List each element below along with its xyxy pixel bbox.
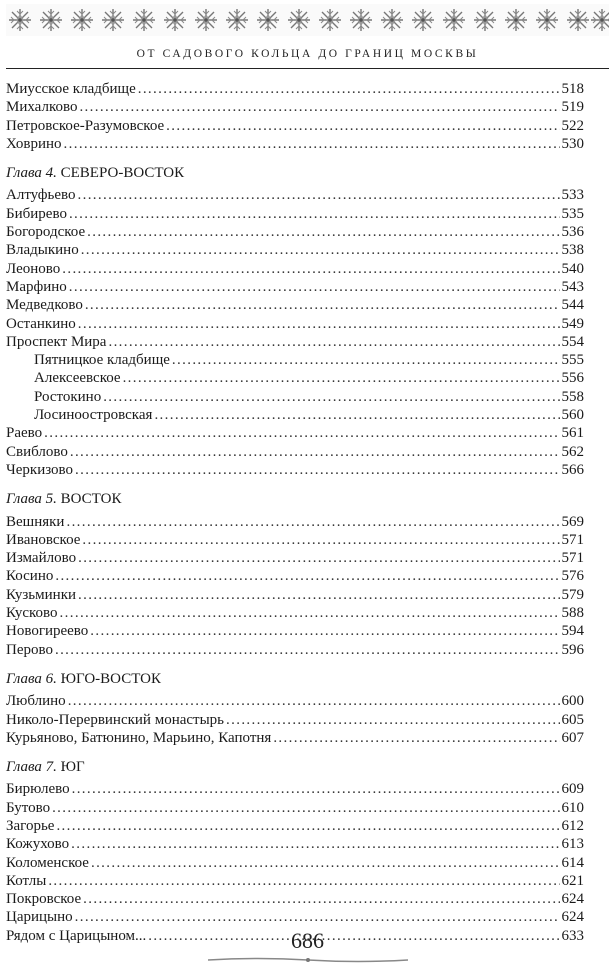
toc-entry (6, 296, 584, 314)
toc-entry-title: Черкизово (6, 461, 74, 478)
dot-leader (82, 531, 559, 549)
toc-entry (6, 278, 584, 296)
toc-entry-page: 624 (561, 909, 584, 926)
toc-entry (6, 531, 584, 549)
toc-entry (6, 799, 584, 817)
toc-entry-page: 556 (561, 370, 584, 387)
toc-entry-title: Алексеевское (34, 370, 121, 387)
toc-entry-page: 566 (561, 461, 584, 478)
dot-leader (70, 443, 560, 461)
toc-entry-page: 624 (561, 891, 584, 908)
toc-entry-page: 571 (561, 531, 584, 548)
dot-leader (44, 424, 559, 442)
toc-entry-page: 522 (561, 117, 584, 134)
toc-entry (6, 461, 584, 479)
toc-entry-title: Леоново (6, 260, 61, 277)
dot-leader (75, 908, 560, 926)
toc-entry-title: Миусское кладбище (6, 81, 136, 97)
chapter-heading (6, 670, 584, 688)
toc-entry-page: 533 (561, 187, 584, 204)
toc-entry-page: 549 (561, 315, 584, 332)
dot-leader (226, 711, 559, 729)
dot-leader (55, 567, 559, 585)
dot-leader (90, 622, 559, 640)
toc-entry-title: Кузьминки (6, 586, 77, 603)
toc-entry-page: 609 (561, 781, 584, 798)
toc-entry-title: Бирюлево (6, 781, 70, 798)
dot-leader (55, 641, 560, 659)
toc-entry (6, 854, 584, 872)
toc-entry (6, 351, 584, 369)
toc-entry-title: Кусково (6, 605, 58, 622)
toc-entry (6, 549, 584, 567)
chapter-name: ЮГ (60, 759, 85, 776)
chapter-label: Глава 4. (6, 165, 57, 182)
toc-entry (6, 388, 584, 406)
dot-leader (78, 186, 560, 204)
toc-entry (6, 890, 584, 908)
chapter-heading (6, 164, 584, 182)
chapter-label: Глава 5. (6, 491, 57, 508)
decorative-ornament-band (6, 4, 609, 36)
toc-entry (6, 692, 584, 710)
toc-entry (6, 711, 584, 729)
dot-leader (72, 780, 560, 798)
dot-leader (108, 333, 559, 351)
toc-entry (6, 223, 584, 241)
dot-leader (138, 80, 560, 98)
toc-entry-title: Люблино (6, 693, 66, 710)
dot-leader (78, 586, 559, 604)
dot-leader (78, 315, 560, 333)
page-number: 686 (291, 928, 324, 953)
toc-entry (6, 817, 584, 835)
toc-entry (6, 98, 584, 116)
toc-entry-title: Рядом с Царицыном... (6, 927, 147, 944)
toc-entry-page: 555 (561, 352, 584, 369)
toc-entry-page: 530 (561, 135, 584, 152)
chapter-name: СЕВЕРО-ВОСТОК (60, 165, 185, 182)
toc-entry (6, 315, 584, 333)
toc-entry-page: 536 (561, 224, 584, 241)
chapter-heading (6, 758, 584, 776)
footer-ornament (208, 957, 408, 963)
toc-entry-title: Вешняки (6, 513, 65, 530)
dot-leader (79, 98, 559, 116)
toc-entry (6, 567, 584, 585)
toc-entry-page: 544 (561, 297, 584, 314)
toc-entry-page: 621 (561, 872, 584, 889)
toc-entry (6, 872, 584, 890)
toc-entry-title: Перово (6, 641, 53, 658)
toc-entry (6, 186, 584, 204)
toc-entry-title: Новогиреево (6, 623, 89, 640)
toc-entry-title: Ростокино (34, 388, 102, 405)
toc-entry (6, 622, 584, 640)
dot-leader (273, 729, 559, 747)
chapter-heading (6, 490, 584, 508)
toc-entry-title: Пятницкое кладбище (34, 352, 170, 369)
toc-entry-title: Петровское-Разумовское (6, 117, 165, 134)
toc-entry-page: 519 (561, 99, 584, 116)
toc-entry-title: Алтуфьево (6, 187, 76, 204)
toc-entry-page: 614 (561, 854, 584, 871)
dot-leader (103, 388, 559, 406)
toc-entry (6, 729, 584, 747)
toc-entry-page: 612 (561, 817, 584, 834)
dot-leader (81, 241, 560, 259)
toc-entry (6, 135, 584, 153)
toc-entry-page: 562 (561, 443, 584, 460)
toc-entry-title: Богородское (6, 224, 86, 241)
dot-leader (91, 854, 560, 872)
table-of-contents (6, 80, 584, 945)
dot-leader (56, 817, 559, 835)
toc-entry-page: 543 (561, 278, 584, 295)
toc-entry-page: 633 (561, 927, 584, 944)
toc-entry-page: 610 (561, 799, 584, 816)
toc-entry (6, 260, 584, 278)
toc-entry-title: Михалково (6, 99, 78, 116)
chapter-list (6, 164, 584, 945)
toc-entry-page: 600 (561, 693, 584, 710)
dot-leader (71, 835, 559, 853)
toc-entry-page: 613 (561, 836, 584, 853)
toc-entry-title: Останкино (6, 315, 76, 332)
toc-entry-title: Владыкино (6, 242, 79, 259)
toc-entry-page: 576 (561, 568, 584, 585)
toc-entry-title: Измайлово (6, 550, 77, 567)
dot-leader (78, 549, 559, 567)
toc-entry (6, 604, 584, 622)
toc-entry (6, 241, 584, 259)
toc-entry-page: 607 (561, 729, 584, 746)
toc-entry-title: Царицыно (6, 909, 73, 926)
toc-entry (6, 513, 584, 531)
toc-entry-page: 535 (561, 205, 584, 222)
toc-entry-page: 540 (561, 260, 584, 277)
lead-entries (6, 80, 584, 153)
toc-entry (6, 424, 584, 442)
toc-entry-title: Медведково (6, 297, 83, 314)
toc-entry (6, 908, 584, 926)
toc-entry (6, 641, 584, 659)
toc-entry-title: Бутово (6, 799, 51, 816)
toc-entry (6, 369, 584, 387)
toc-entry-title: Кожухово (6, 836, 70, 853)
chapter-label: Глава 6. (6, 670, 57, 687)
toc-entry-title: Косино (6, 568, 54, 585)
toc-entry (6, 406, 584, 424)
dot-leader (48, 872, 559, 890)
toc-entry (6, 80, 584, 98)
toc-entry-page: 596 (561, 641, 584, 658)
dot-leader (172, 351, 560, 369)
toc-entry (6, 835, 584, 853)
dot-leader (66, 513, 559, 531)
dot-leader (69, 278, 560, 296)
toc-entry-title: Раево (6, 425, 43, 442)
dot-leader (60, 604, 560, 622)
toc-entry-title: Ивановское (6, 531, 81, 548)
toc-entry-title: Курьяново, Батюнино, Марьино, Капотня (6, 729, 272, 746)
dot-leader (154, 406, 559, 424)
chapter-name: ВОСТОК (60, 491, 122, 508)
toc-entry-page: 588 (561, 605, 584, 622)
dot-leader (87, 223, 559, 241)
toc-entry-page: 560 (561, 407, 584, 424)
toc-entry (6, 780, 584, 798)
toc-entry-title: Бибирево (6, 205, 67, 222)
toc-entry-page: 538 (561, 242, 584, 259)
toc-entry (6, 117, 584, 135)
toc-entry-page: 571 (561, 550, 584, 567)
chapter-name: ЮГО-ВОСТОК (60, 670, 161, 687)
toc-entry (6, 333, 584, 351)
dot-leader (75, 461, 559, 479)
toc-entry-page: 554 (561, 333, 584, 350)
dot-leader (85, 296, 560, 314)
dot-leader (52, 799, 559, 817)
toc-entry-page: 605 (561, 711, 584, 728)
toc-entry-title: Свиблово (6, 443, 68, 460)
toc-entry (6, 443, 584, 461)
header-rule (6, 68, 609, 69)
dot-leader (166, 117, 559, 135)
toc-entry-title: Ховрино (6, 135, 62, 152)
dot-leader (64, 135, 560, 153)
toc-entry-title: Покровское (6, 891, 82, 908)
toc-entry-title: Николо-Перервинский монастырь (6, 711, 225, 728)
dot-leader (68, 692, 560, 710)
chapter-label: Глава 7. (6, 759, 57, 776)
dot-leader (69, 205, 560, 223)
toc-entry-title: Котлы (6, 872, 47, 889)
toc-entry-title: Марфино (6, 278, 67, 295)
toc-entry-title: Лосиноостровская (34, 407, 153, 424)
toc-entry-page: 561 (561, 425, 584, 442)
toc-entry-page: 558 (561, 388, 584, 405)
running-head: ОТ САДОВОГО КОЛЬЦА ДО ГРАНИЦ МОСКВЫ (136, 48, 479, 60)
toc-entry (6, 205, 584, 223)
dot-leader (83, 890, 559, 908)
toc-entry-page: 518 (561, 81, 584, 97)
toc-entry-title: Коломенское (6, 854, 89, 871)
dot-leader (123, 369, 560, 387)
toc-entry-page: 579 (561, 586, 584, 603)
toc-entry-page: 569 (561, 513, 584, 530)
dot-leader (62, 260, 559, 278)
toc-entry-title: Проспект Мира (6, 333, 107, 350)
toc-entry (6, 586, 584, 604)
toc-entry-page: 594 (561, 623, 584, 640)
toc-entry-title: Загорье (6, 817, 55, 834)
